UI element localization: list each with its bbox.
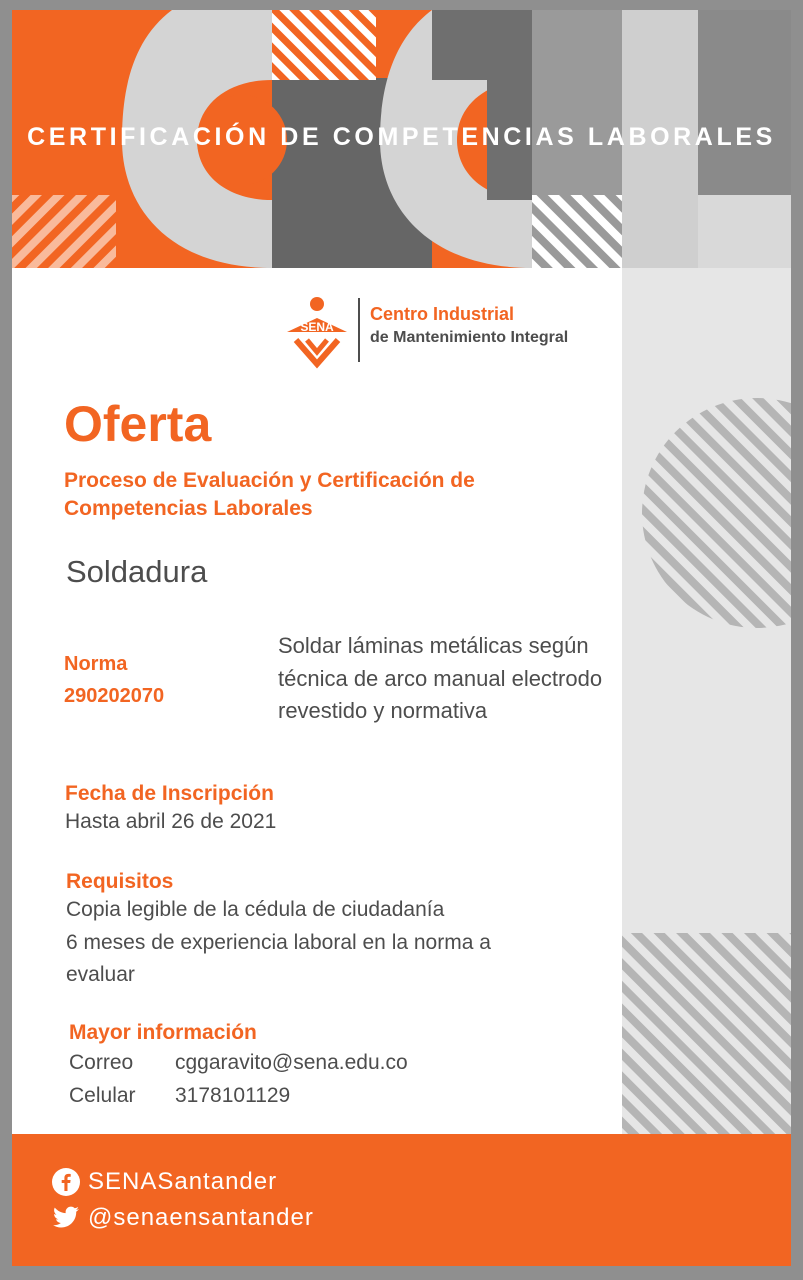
facebook-handle: SENASantander [88, 1168, 278, 1195]
norma-block [64, 648, 164, 712]
twitter-link[interactable] [52, 1204, 314, 1232]
requirement-item: Copia legible de la cédula de ciudadanía [66, 898, 445, 921]
twitter-handle: @senaensantander [88, 1204, 314, 1231]
contact-section [69, 1020, 408, 1112]
requirement-item: 6 meses de experiencia laboral en la norma a evaluar [66, 930, 491, 986]
email-value[interactable]: cggaravito@sena.edu.co [175, 1051, 408, 1074]
program-name: Soldadura [66, 554, 208, 589]
sena-logo [282, 294, 622, 370]
phone-row [69, 1079, 408, 1112]
sena-brand-text: SENA [300, 320, 334, 334]
norma-code: 290202070 [64, 685, 165, 707]
contact-label: Mayor información [69, 1021, 257, 1044]
decorative-side-panel [622, 268, 791, 1134]
logo-divider [358, 298, 360, 362]
email-label: Correo [69, 1051, 134, 1074]
registration-section [65, 782, 276, 839]
requirements-label: Requisitos [66, 870, 174, 893]
phone-value[interactable]: 3178101129 [175, 1084, 291, 1107]
norma-label: Norma [64, 653, 128, 675]
banner-title: CERTIFICACIÓN DE COMPETENCIAS LABORALES [27, 123, 776, 151]
header-banner [12, 10, 791, 268]
footer-social [12, 1134, 791, 1266]
offer-subtitle: Proceso de Evaluación y Certificación de Competencias Laborales [64, 469, 475, 520]
poster [12, 10, 791, 1266]
email-row [69, 1046, 408, 1079]
twitter-icon [52, 1206, 80, 1230]
center-name-line1: Centro Industrial [370, 304, 515, 324]
facebook-link[interactable] [52, 1168, 277, 1196]
center-name-line2: de Mantenimiento Integral [370, 329, 569, 346]
facebook-icon [52, 1168, 80, 1196]
norma-description: Soldar láminas metálicas según técnica de arco manual electrodo revestido y normativa [278, 633, 603, 723]
requirements-section [66, 870, 536, 992]
registration-value: Hasta abril 26 de 2021 [65, 810, 277, 833]
offer-title: Oferta [64, 396, 212, 452]
phone-label: Celular [69, 1084, 136, 1107]
registration-label: Fecha de Inscripción [65, 782, 274, 805]
decorative-stripes [622, 268, 791, 1134]
